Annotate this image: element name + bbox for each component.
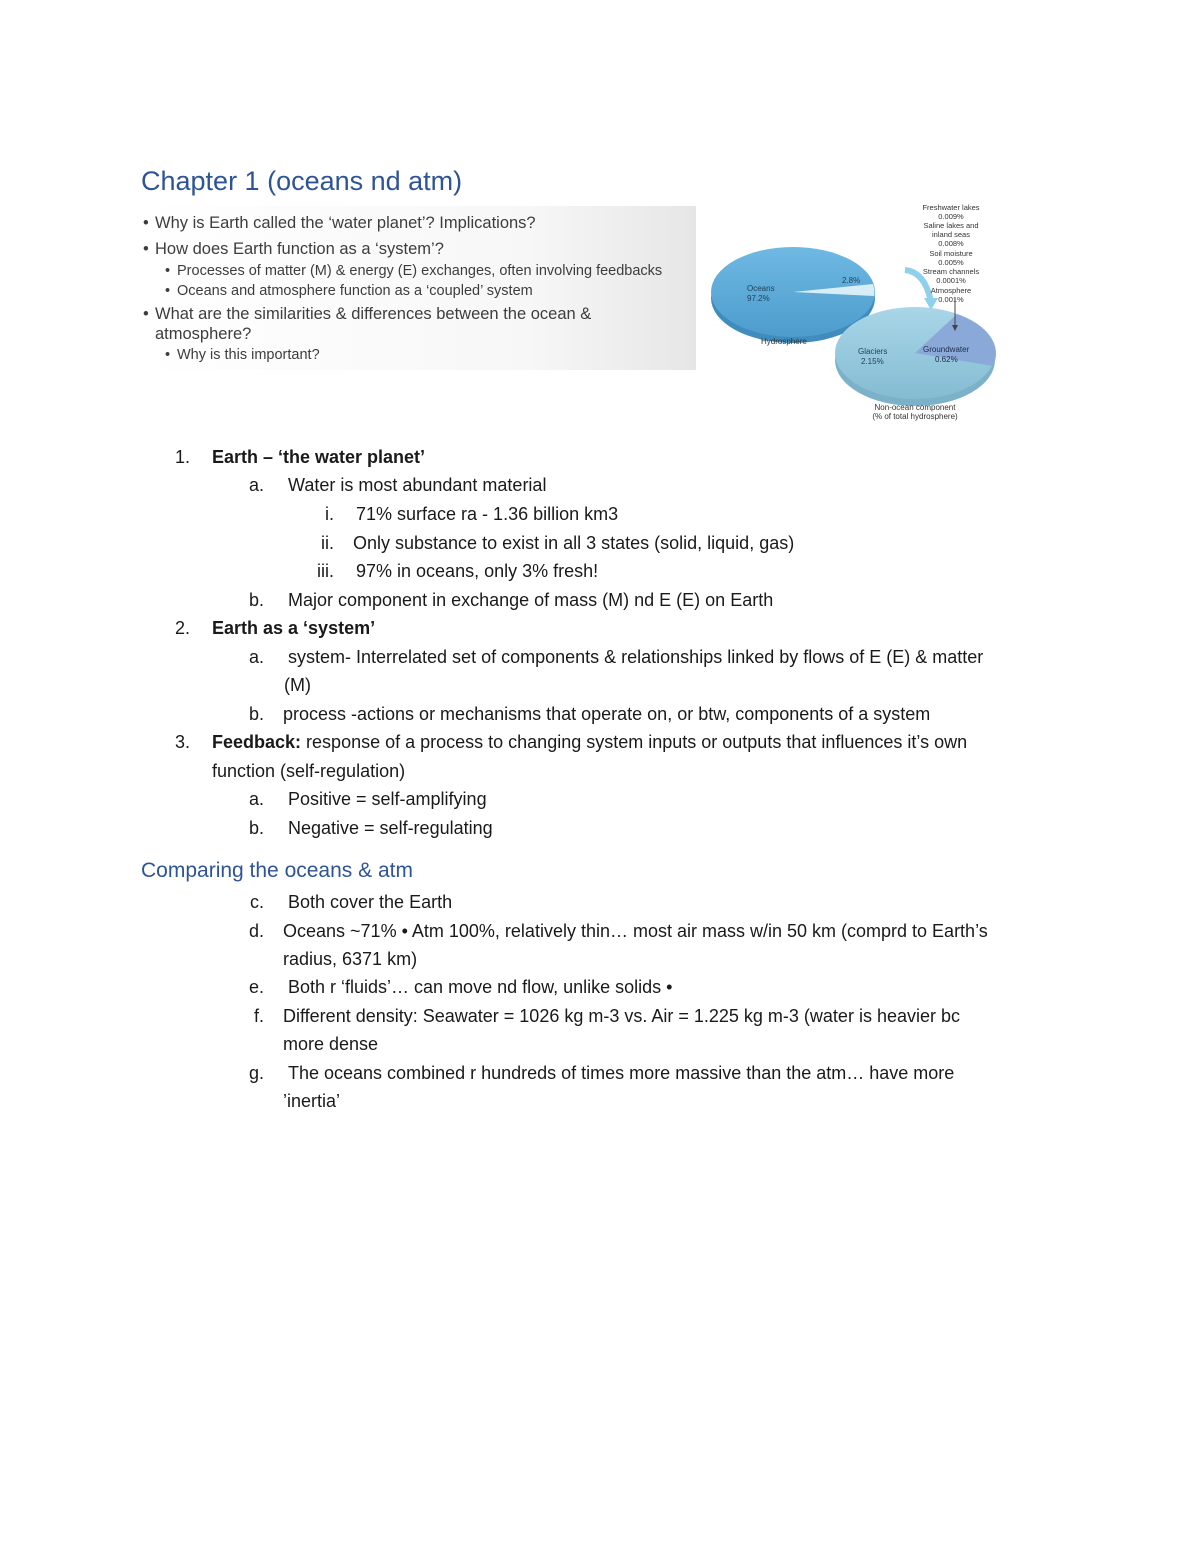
svg-text:0.005%: 0.005% bbox=[938, 258, 964, 267]
slide-bullet: • Why is Earth called the ‘water planet’? Implications? bbox=[143, 214, 536, 232]
minor-components-legend bbox=[922, 203, 979, 304]
page-title: Chapter 1 (oceans nd atm) bbox=[141, 166, 463, 196]
hydrosphere-label: Hydrosphere bbox=[761, 337, 807, 346]
oceans-label: Oceans bbox=[747, 284, 775, 293]
non-ocean-pie bbox=[835, 307, 996, 406]
svg-text:Saline lakes and: Saline lakes and bbox=[923, 221, 979, 230]
svg-text:0.0001%: 0.0001% bbox=[936, 276, 966, 285]
svg-text:inland seas: inland seas bbox=[932, 230, 970, 239]
groundwater-value: 0.62% bbox=[935, 355, 958, 364]
svg-text:Atmosphere: Atmosphere bbox=[930, 286, 972, 295]
svg-text:0.009%: 0.009% bbox=[938, 212, 964, 221]
slide-sub-bullet: • Why is this important? bbox=[165, 347, 320, 363]
oceans-value: 97.2% bbox=[747, 294, 770, 303]
caption-line-1: Non-ocean component bbox=[874, 403, 956, 412]
hydrosphere-diagram bbox=[705, 198, 1005, 430]
slide-bullet: • How does Earth function as a ‘system’? bbox=[143, 240, 444, 258]
slide-sub-bullet: • Processes of matter (M) & energy (E) exchanges, often involving feedbacks bbox=[165, 263, 663, 279]
svg-text:0.001%: 0.001% bbox=[938, 295, 964, 304]
slide-sub-bullet: • Oceans and atmosphere function as a ‘coupled’ system bbox=[165, 283, 533, 299]
svg-text:Soil moisture: Soil moisture bbox=[929, 249, 973, 258]
svg-text:Stream channels: Stream channels bbox=[922, 267, 980, 276]
section-heading: Comparing the oceans & atm bbox=[141, 859, 413, 882]
glaciers-value: 2.15% bbox=[861, 357, 884, 366]
slide-excerpt bbox=[141, 206, 696, 370]
groundwater-label: Groundwater bbox=[923, 345, 970, 354]
glaciers-label: Glaciers bbox=[858, 347, 888, 356]
nonocean-value: 2.8% bbox=[842, 276, 861, 285]
svg-text:Freshwater lakes: Freshwater lakes bbox=[922, 203, 980, 212]
slide-bullet-continuation: atmosphere? bbox=[155, 325, 252, 343]
slide-bullet: • What are the similarities & differences between the ocean & bbox=[143, 305, 592, 323]
svg-text:0.008%: 0.008% bbox=[938, 239, 964, 248]
caption-line-2: (% of total hydrosphere) bbox=[872, 412, 958, 421]
